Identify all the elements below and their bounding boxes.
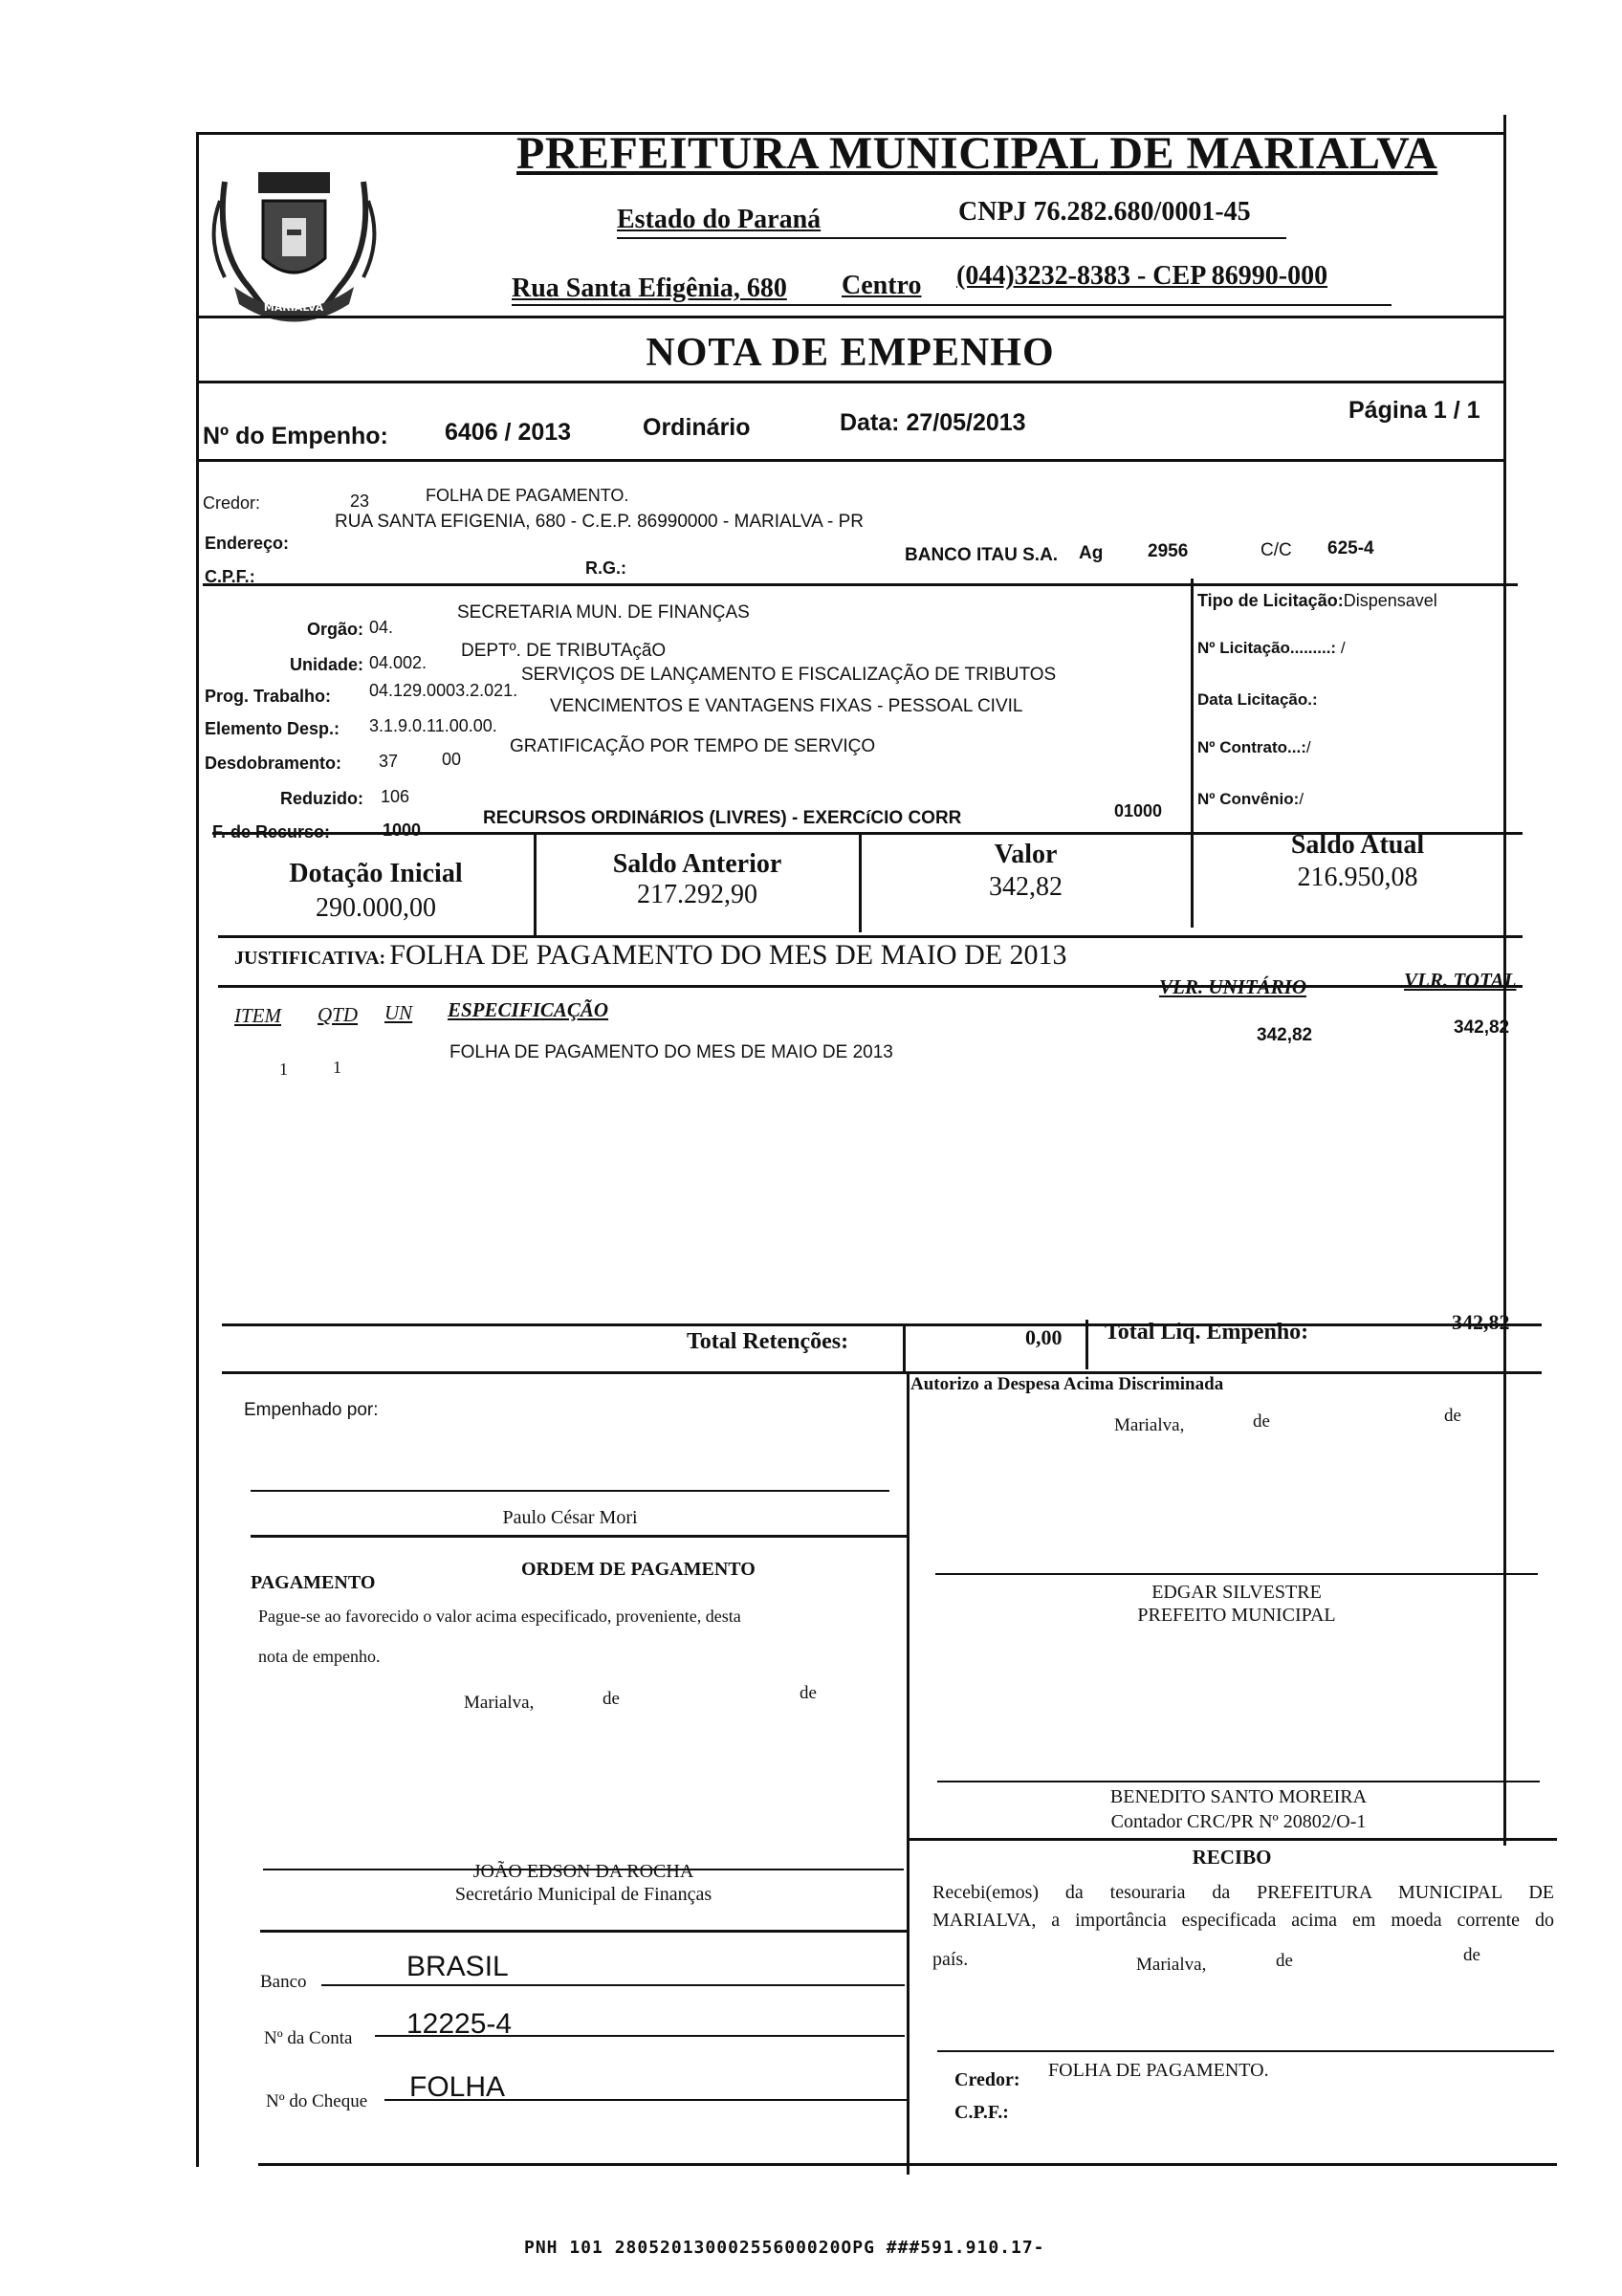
un-header: UN <box>384 1001 413 1024</box>
totals-divider-1 <box>903 1323 906 1373</box>
justificativa-text: FOLHA DE PAGAMENTO DO MES DE MAIO DE 2013 <box>389 939 1067 971</box>
pagamento-text-1: Pague-se ao favorecido o valor acima especificado, proveniente, desta <box>258 1607 741 1626</box>
banco-line <box>321 1984 905 1986</box>
ordem-pagamento: ORDEM DE PAGAMENTO <box>521 1559 756 1580</box>
agency: 2956 <box>1148 541 1189 561</box>
cnpj: CNPJ 76.282.680/0001-45 <box>958 197 1251 227</box>
unidade: DEPTº. DE TRIBUTAçãO <box>461 641 667 661</box>
phone-cep: (044)3232-8383 - CEP 86990-000 <box>956 261 1328 291</box>
title-divider <box>196 381 1504 383</box>
empenhado-label: Empenhado por: <box>244 1400 379 1420</box>
pagamento-place: Marialva, <box>464 1693 535 1713</box>
address-underline <box>512 304 1392 306</box>
empenhado-name: Paulo César Mori <box>502 1507 638 1528</box>
pagamento-text-2: nota de empenho. <box>258 1647 381 1666</box>
empenhado-divider <box>251 1535 907 1538</box>
recurso: RECURSOS ORDINáRIOS (LIVRES) - EXERCíCIO CORR <box>483 808 962 828</box>
street-address: Rua Santa Efigênia, 680 <box>512 273 787 303</box>
prog: SERVIÇOS DE LANÇAMENTO E FISCALIZAÇÃO DE TRIBUTOS <box>521 665 1057 685</box>
contrato-value: / <box>1305 738 1311 756</box>
tipo-licitacao-label: Tipo de Licitação: <box>1197 591 1344 610</box>
pagamento-label: PAGAMENTO <box>251 1572 376 1593</box>
spec-header: ESPECIFICAÇÃO <box>448 998 609 1021</box>
item-header: ITEM <box>234 1004 281 1027</box>
cheque-label: Nº do Cheque <box>266 2091 368 2111</box>
saldo-divider <box>218 935 1523 938</box>
row-unit-price: 342,82 <box>1257 1025 1313 1045</box>
pagamento-de-1: de <box>603 1689 620 1709</box>
licitacao-column-divider <box>1191 579 1194 832</box>
justificativa-divider <box>218 985 1523 988</box>
account-label: C/C <box>1260 540 1292 560</box>
district: Centro <box>842 271 922 300</box>
recibo-credor: FOLHA DE PAGAMENTO. <box>1048 2060 1269 2081</box>
contrato-label: Nº Contrato...: <box>1197 738 1306 756</box>
recibo-place: Marialva, <box>1136 1955 1207 1975</box>
tipo-licitacao <box>1197 591 1437 611</box>
cpf-label: C.P.F.: <box>205 567 255 586</box>
empenho-date: Data: 27/05/2013 <box>840 409 1026 436</box>
page-number: Página 1 / 1 <box>1348 397 1480 424</box>
prefeito-name: EDGAR SILVESTRE <box>1151 1582 1322 1603</box>
secretario-title: Secretário Municipal de Finanças <box>454 1884 712 1905</box>
totals-top-line <box>222 1323 1542 1326</box>
banco: BRASIL <box>406 1951 509 1982</box>
recibo-text-1: Recebi(emos) da tesouraria da PREFEITURA MUNICIPAL DE <box>932 1882 1554 1903</box>
contrato <box>1197 738 1311 757</box>
recibo-credor-label: Credor: <box>954 2069 1020 2090</box>
credor-name: FOLHA DE PAGAMENTO. <box>426 486 629 505</box>
convenio-label: Nº Convênio: <box>1197 790 1300 808</box>
rg-label: R.G.: <box>585 558 626 578</box>
saldo-anterior-label: Saldo Anterior <box>612 849 782 879</box>
elemento: VENCIMENTOS E VANTAGENS FIXAS - PESSOAL CIVIL <box>550 696 1023 716</box>
reduzido: 106 <box>381 787 410 806</box>
valor-label: Valor <box>994 840 1058 869</box>
recurso-label: F. de Recurso: <box>212 822 331 842</box>
row-spec: FOLHA DE PAGAMENTO DO MES DE MAIO DE 2013 <box>449 1042 893 1062</box>
recurso-number: 01000 <box>1114 801 1163 820</box>
prog-code: 04.129.0003.2.021. <box>369 681 518 700</box>
agency-label: Ag <box>1079 543 1104 563</box>
unit-price-header: VLR. UNITÁRIO <box>1159 975 1307 998</box>
state-underline <box>617 237 1286 239</box>
empenho-divider <box>196 459 1504 462</box>
recibo-cpf-label: C.P.F.: <box>954 2102 1009 2123</box>
total-liquido-label: Total Liq. Empenho: <box>1105 1320 1309 1345</box>
retencoes-label: Total Retenções: <box>687 1329 849 1354</box>
credor-code: 23 <box>350 492 370 511</box>
elemento-label: Elemento Desp.: <box>205 719 340 738</box>
total-liquido: 342,82 <box>1452 1310 1510 1334</box>
recibo-title: RECIBO <box>1192 1846 1272 1869</box>
orgao-code: 04. <box>369 618 394 637</box>
row-qtd: 1 <box>333 1058 341 1077</box>
secretario-name: JOÃO EDSON DA ROCHA <box>472 1861 694 1882</box>
empenhado-signature-line <box>251 1490 889 1492</box>
endereco-label: Endereço: <box>205 534 290 553</box>
valor: 342,82 <box>989 872 1063 902</box>
column-divider <box>907 1371 910 2175</box>
recibo-de-1: de <box>1276 1951 1293 1971</box>
credor-divider <box>203 583 1518 586</box>
convenio <box>1197 790 1304 809</box>
doc-title: NOTA DE EMPENHO <box>646 331 1055 375</box>
page-title: PREFEITURA MUNICIPAL DE MARIALVA <box>516 128 1438 179</box>
empenho-number: 6406 / 2013 <box>445 419 572 446</box>
justificativa <box>234 939 1067 972</box>
prefeito-signature-line <box>935 1573 1538 1575</box>
recibo-text-3: país. <box>932 1949 969 1970</box>
desdobramento: GRATIFICAÇÃO POR TEMPO DE SERVIÇO <box>510 736 876 756</box>
recibo-text-2: MARIALVA, a importância especificada acima em moeda corrente do <box>932 1910 1554 1931</box>
numero-licitacao-value: / <box>1340 639 1346 657</box>
cheque-line <box>384 2099 907 2101</box>
row-total-price: 342,82 <box>1454 1017 1510 1038</box>
conta-line <box>375 2035 905 2037</box>
bank-name: BANCO ITAU S.A. <box>905 545 1059 565</box>
dotacao: 290.000,00 <box>316 893 436 923</box>
cheque: FOLHA <box>409 2071 506 2103</box>
header-divider <box>196 316 1504 318</box>
recurso-code: 1000 <box>383 820 422 840</box>
unidade-code: 04.002. <box>369 653 427 672</box>
data-licitacao-label: Data Licitação.: <box>1197 690 1318 709</box>
frame-left <box>196 132 199 2167</box>
orgao: SECRETARIA MUN. DE FINANÇAS <box>457 602 750 623</box>
secretario-divider <box>260 1930 909 1933</box>
recibo-divider <box>937 2050 1554 2052</box>
credor-label: Credor: <box>203 493 261 513</box>
autorizo-de-1: de <box>1253 1411 1270 1432</box>
total-price-header: VLR. TOTAL <box>1404 969 1517 992</box>
elemento-code: 3.1.9.0.11.00.00. <box>369 716 497 735</box>
retencoes: 0,00 <box>1025 1325 1063 1349</box>
pagamento-de-2: de <box>800 1683 817 1703</box>
banco-label: Banco <box>260 1972 307 1992</box>
unidade-label: Unidade: <box>289 655 363 674</box>
empenho-number-label: Nº do Empenho: <box>203 423 388 449</box>
footer-code: PNH 101 28052013000255600020OPG ###591.910.17- <box>524 2238 1045 2258</box>
contador-title: Contador CRC/PR Nº 20802/O-1 <box>1110 1811 1367 1832</box>
numero-licitacao-label: Nº Licitação.........: <box>1197 639 1337 657</box>
autorizo-place: Marialva, <box>1114 1415 1185 1435</box>
empenho-type: Ordinário <box>643 414 751 441</box>
saldo-anterior: 217.292,90 <box>637 880 757 909</box>
tipo-licitacao-value: Dispensavel <box>1343 591 1437 610</box>
endereco: RUA SANTA EFIGENIA, 680 - C.E.P. 86990000 - MARIALVA - PR <box>335 512 864 532</box>
saldo-atual-label: Saldo Atual <box>1290 830 1425 860</box>
prefeito-title: PREFEITO MUNICIPAL <box>1137 1605 1336 1626</box>
justificativa-label: JUSTIFICATIVA: <box>234 948 386 969</box>
orgao-label: Orgão: <box>306 620 363 639</box>
reduzido-label: Reduzido: <box>280 789 363 808</box>
recibo-de-2: de <box>1463 1945 1480 1965</box>
row-item: 1 <box>279 1060 288 1079</box>
prog-label: Prog. Trabalho: <box>205 687 332 706</box>
autorizo-de-2: de <box>1444 1406 1461 1426</box>
conta-label: Nº da Conta <box>264 2028 353 2048</box>
convenio-value: / <box>1299 790 1304 808</box>
desdobramento-label: Desdobramento: <box>205 754 342 773</box>
contador-name: BENEDITO SANTO MOREIRA <box>1109 1786 1368 1807</box>
autorizo-label: Autorizo a Despesa Acima Discriminada <box>910 1374 1224 1394</box>
contador-signature-line <box>937 1781 1540 1782</box>
dotacao-label: Dotação Inicial <box>289 859 463 888</box>
svg-text:MARIALVA: MARIALVA <box>263 301 324 314</box>
municipal-crest <box>206 143 383 335</box>
contador-divider <box>907 1838 1557 1841</box>
saldo-atual: 216.950,08 <box>1297 863 1418 892</box>
numero-licitacao <box>1197 639 1346 658</box>
conta: 12225-4 <box>406 2008 513 2040</box>
state-name: Estado do Paraná <box>617 205 822 234</box>
account: 625-4 <box>1327 538 1374 558</box>
totals-divider-2 <box>1085 1320 1088 1369</box>
qtd-header: QTD <box>318 1003 359 1026</box>
desdobramento-sub: 00 <box>442 750 462 769</box>
desdobramento-code: 37 <box>379 752 399 771</box>
totals-bottom-line <box>222 1371 1542 1374</box>
